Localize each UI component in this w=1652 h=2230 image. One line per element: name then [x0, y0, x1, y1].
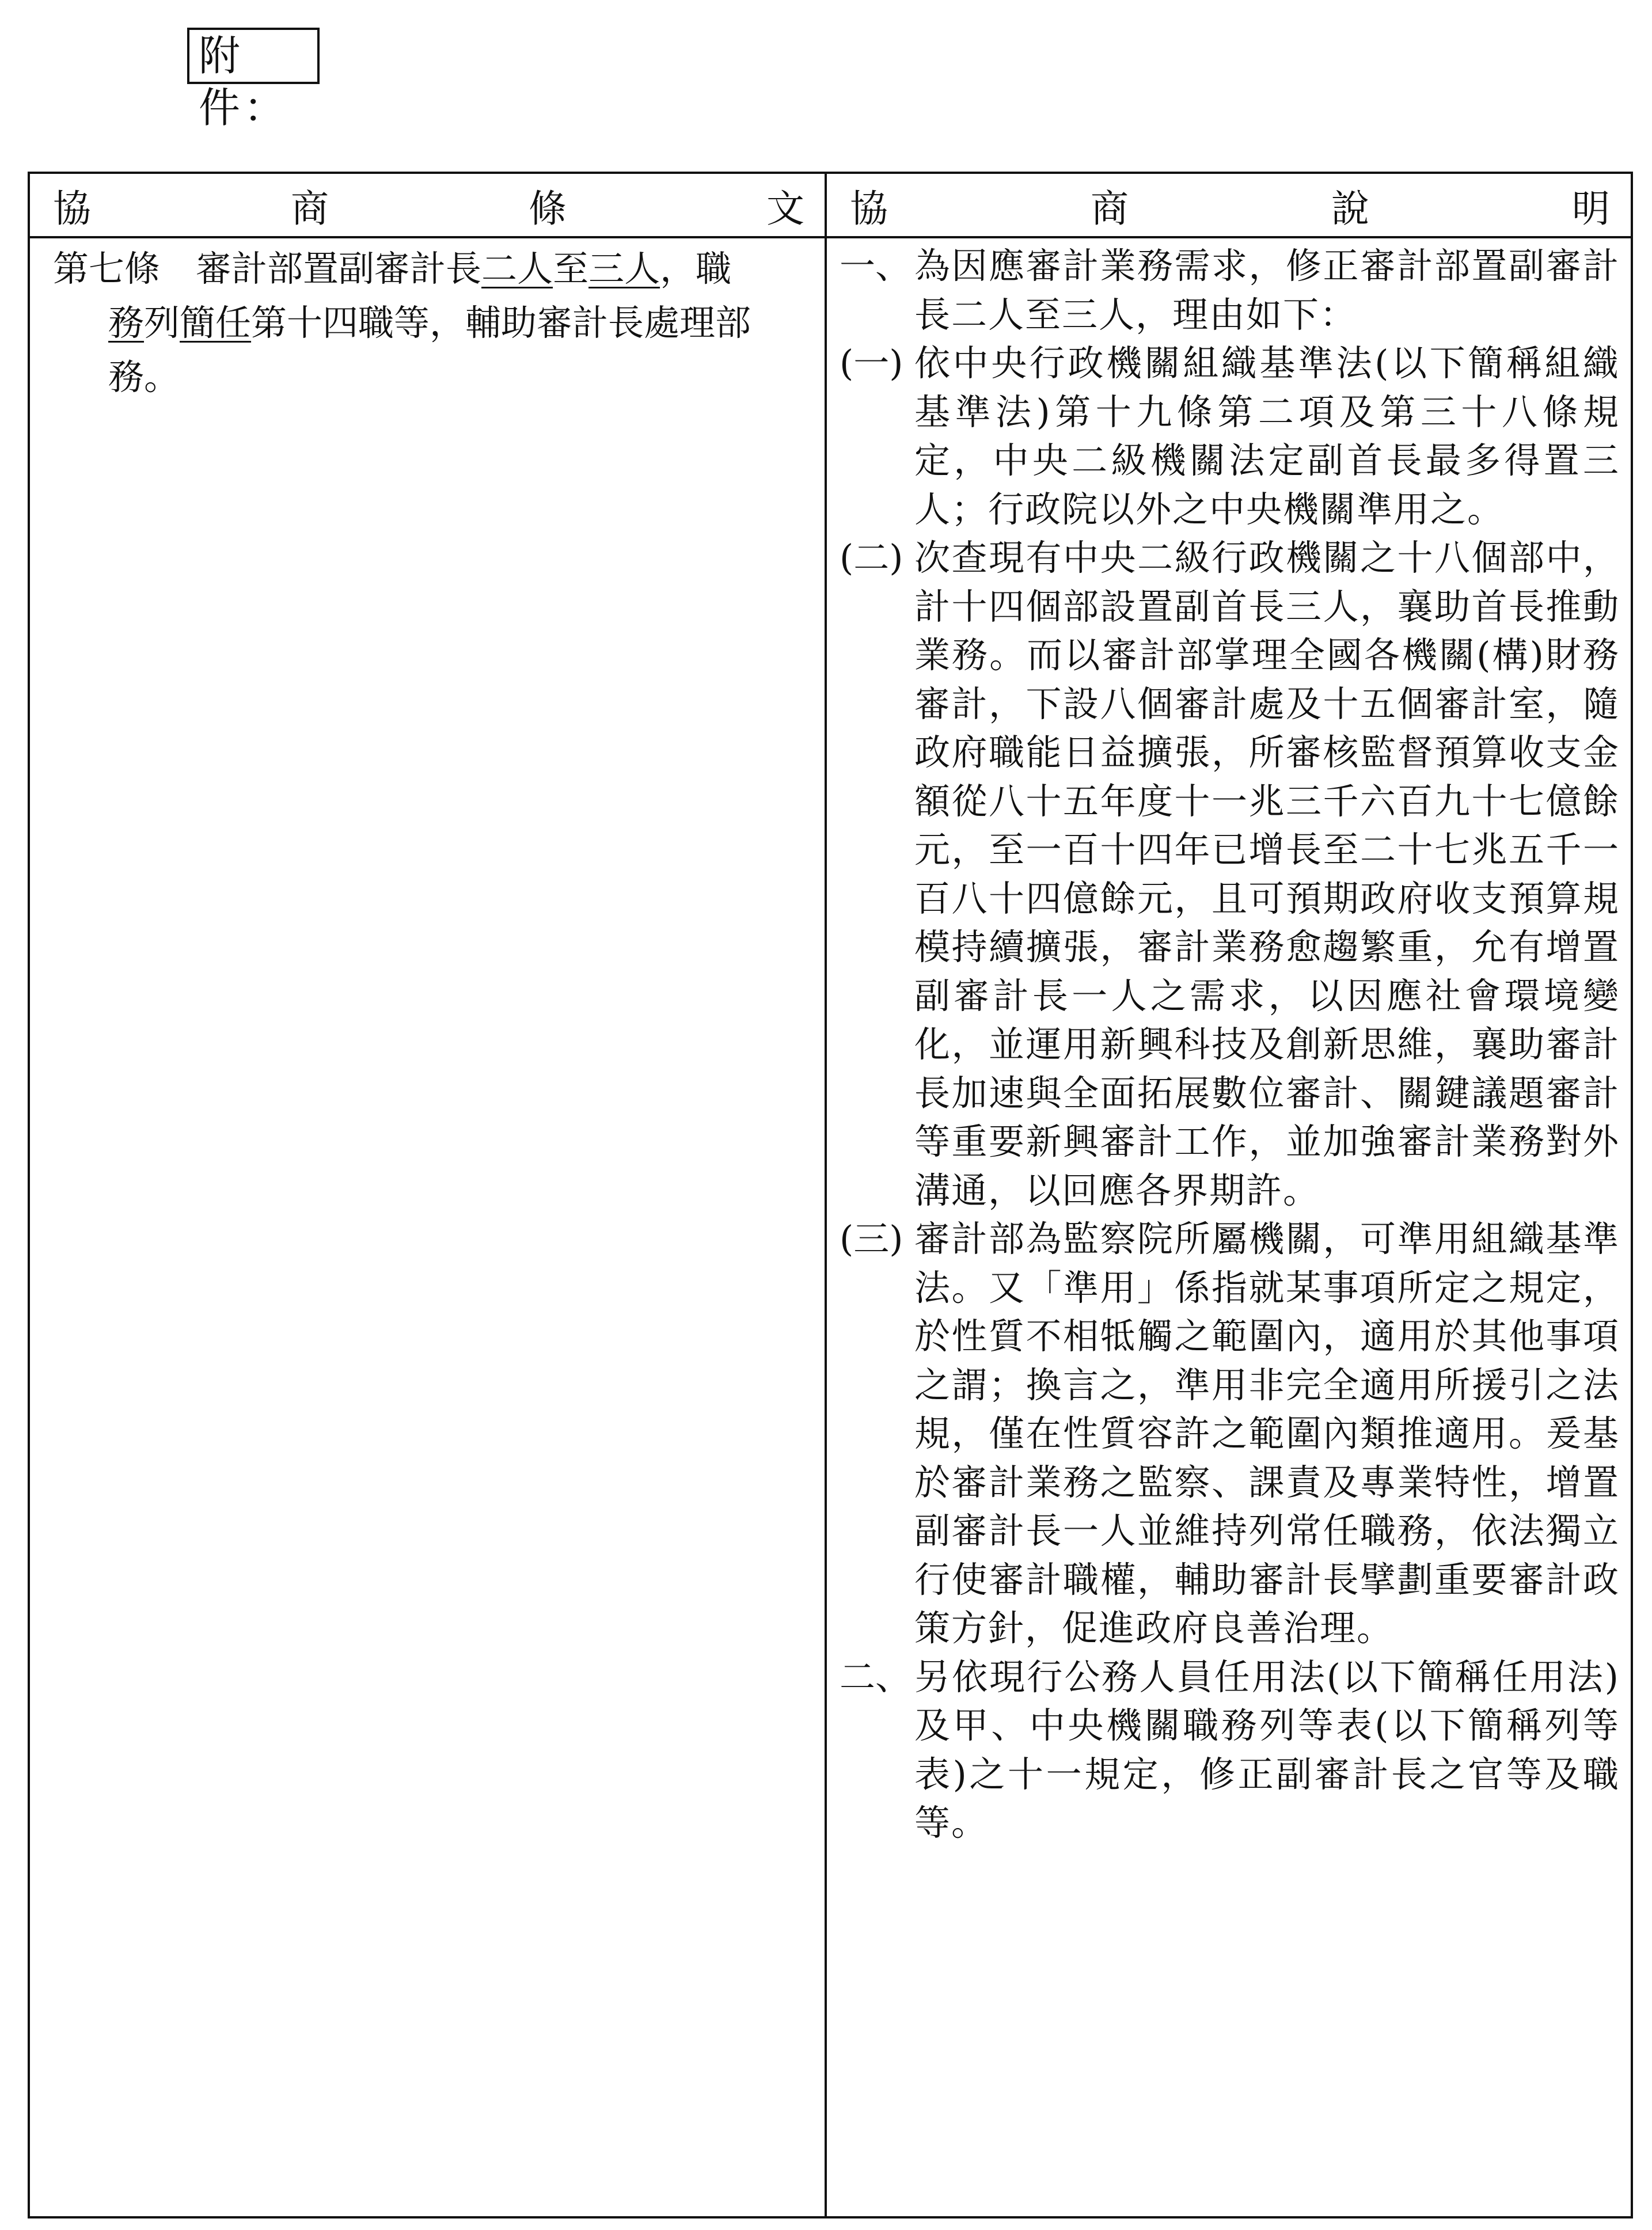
item-marker: 二、	[840, 1655, 912, 1698]
header-right-char: 明	[1572, 186, 1610, 231]
table-header-row	[30, 174, 1631, 238]
explanation-item	[840, 1653, 1620, 1848]
article-text: 務。	[108, 356, 180, 398]
item-text: 為因應審計業務需求，修正審計部置副審計長二人至三人，理由如下：	[914, 245, 1620, 336]
item-marker: (一)	[840, 342, 903, 384]
explanation-cell	[840, 242, 1620, 1848]
article-text: ，職	[660, 248, 732, 290]
item-text: 次查現有中央二級行政機關之十八個部中，計十四個部設置副首長三人，襄助首長推動業務。而以審計部掌理全國各機關(構)財務審計，下設八個審計處及十五個審計室，隨政府職能日益擴張，所審核監督預算收支金額從八十五年度十一兆三千六百九十七億餘元，至一百十四年已增長至二十七兆五千一百八十四億餘元，且可預期政府收支預算規模持續擴張，審計業務愈趨繁重，允有增置副審計長一人之需求，以因應社會環境變化，並運用新興科技及創新思維，襄助審計長加速與全面拓展數位審計、關鍵議題審計等重要新興審計工作，並加強審計業務對外溝通，以回應各界期許。	[914, 537, 1620, 1211]
article-line-2	[53, 296, 813, 350]
article-line-3	[53, 350, 813, 404]
header-left-char: 協	[53, 186, 91, 231]
article-line-1	[53, 242, 813, 296]
article-amended-text: 三人	[588, 248, 660, 290]
header-left-char: 條	[529, 186, 567, 231]
article-text: 列	[144, 302, 180, 344]
explanation-item	[840, 534, 1620, 1215]
explanation-item	[840, 242, 1620, 339]
article-amended-text: 簡任	[180, 302, 252, 344]
header-left-char: 文	[766, 186, 804, 231]
attachment-label: 附件：	[187, 28, 320, 84]
item-marker: (二)	[840, 537, 903, 579]
item-text: 審計部為監察院所屬機關，可準用組織基準法。又「準用」係指就某事項所定之規定，於性質不相牴觸之範圍內，適用於其他事項之謂；換言之，準用非完全適用所援引之法規，僅在性質容許之範圍內類推適用。爰基於審計業務之監察、課責及專業特性，增置副審計長一人並維持列常任職務，依法獨立行使審計職權，輔助審計長擘劃重要審計政策方針，促進政府良善治理。	[914, 1218, 1620, 1649]
article-text: 審計部置副審計長	[196, 248, 482, 290]
header-negotiated-explanation	[850, 174, 1610, 236]
header-negotiated-articles	[53, 174, 804, 236]
column-divider	[825, 174, 827, 2216]
article-amended-text: 二人	[481, 248, 553, 290]
header-right-char: 說	[1331, 186, 1369, 231]
article-text: 第十四職等，輔助審計長處理部	[251, 302, 751, 344]
item-marker: (三)	[840, 1218, 903, 1260]
explanation-item	[840, 1215, 1620, 1653]
header-right-char: 商	[1091, 186, 1129, 231]
negotiation-table	[28, 172, 1633, 2218]
header-left-char: 商	[291, 186, 329, 231]
item-text: 另依現行公務人員任用法(以下簡稱任用法)及甲、中央機關職務列等表(以下簡稱列等表)之十一規定，修正副審計長之官等及職等。	[914, 1655, 1620, 1844]
item-text: 依中央行政機關組織基準法(以下簡稱組織基準法)第十九條第二項及第三十八條規定，中央二級機關法定副首長最多得置三人；行政院以外之中央機關準用之。	[914, 342, 1620, 530]
header-right-char: 協	[850, 186, 888, 231]
article-text: 至	[553, 248, 589, 290]
article-number: 第七條	[53, 248, 161, 290]
article-cell	[53, 242, 813, 404]
explanation-item	[840, 339, 1620, 534]
item-marker: 一、	[840, 245, 912, 287]
article-amended-text: 務	[108, 302, 145, 344]
